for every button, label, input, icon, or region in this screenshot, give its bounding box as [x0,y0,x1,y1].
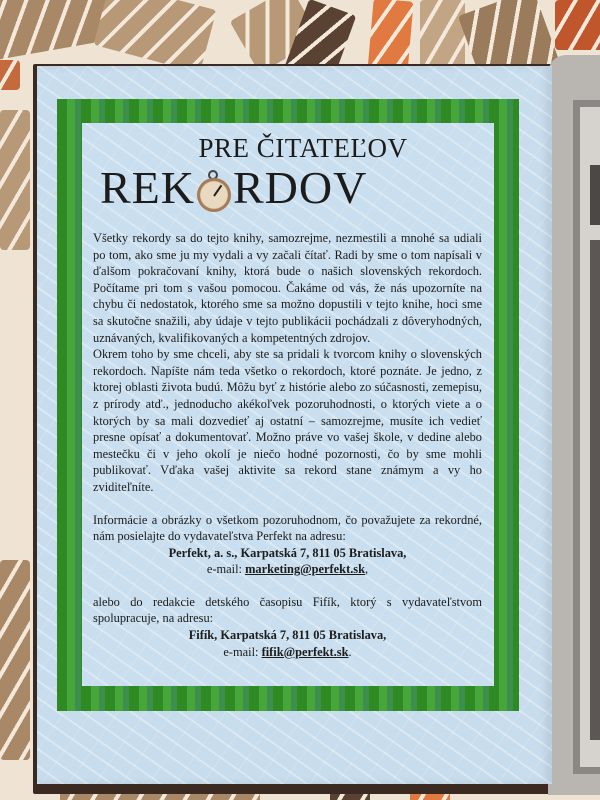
address-perfekt: Perfekt, a. s., Karpatská 7, 811 05 Bratislava, [168,545,407,560]
green-border-frame [57,99,519,711]
leaf-pattern [0,110,30,250]
paragraph-intro: Všetky rekordy sa do tejto knihy, samozrejme, nezmestili a mnohé sa udiali po tom, ako sme ju my vydali a vy začali čítať. Radi by sme o tom napísali v ďalšom pokračovaní knihy, ktorá bude o našich slovenských rekordoch. Počítame pri tom s vašou pomocou. Čakáme od vás, že nás upozorníte na chybu či nedostatok, ktorého sme sa možno dopustili v tejto knihe, hoci sme sa skutočne snažili, aby údaje v tejto publikácii pochádzali z dôveryhodných, uznávaných, kvalifikovaných a kompetentných zdrojov. [93,231,482,345]
heading-part2: RDOV [233,162,368,213]
body-text [93,230,482,660]
leaf-pattern [0,60,20,90]
email-label: e-mail: [206,562,246,577]
right-page-image [590,165,600,225]
email-link-fifik[interactable]: fifik@perfekt.sk [261,644,349,659]
leaf-pattern [0,560,30,760]
leaf-pattern [93,0,216,73]
email-suffix: . [348,644,352,659]
paragraph-send-info: Informácie a obrázky o všetkom pozoruhodnom, čo považujete za rekordné, nám posielajte do vydavateľstva Perfekt na adresu: [93,512,482,544]
email-suffix: , [365,562,369,577]
content-panel [82,123,494,686]
address-fifik: Fifík, Karpatská 7, 811 05 Bratislava, [188,628,387,643]
paragraph-fifik: alebo do redakcie detského časopisu Fifík, ktorý s vydavateľstvom spolupracuje, na adresu: [93,594,482,626]
email-label: e-mail: [223,644,262,659]
heading-line1: PRE ČITATEĽOV [198,133,408,163]
heading-part1: REK [100,162,195,213]
right-page [548,55,600,795]
leaf-pattern [555,0,600,50]
right-page-image [590,240,600,740]
email-link-marketing[interactable]: marketing@perfekt.sk [245,562,366,577]
heading-line2 [100,161,367,214]
email-line-perfekt [93,561,482,578]
paragraph-invitation: Okrem toho by sme chceli, aby ste sa pridali k tvorcom knihy o slovenských rekordoch. Napíšte nám teda všetko o rekordoch, ktoré poznáte. Je jedno, z ktorej oblasti života budú. Môžu byť z histórie alebo zo súčasnosti, zemepisu, z prírody atď., jednoducho akékoľvek pozoruhodnosti, o ktorých viete a o ktorých by sa mali dozvedieť aj ostatní – samozrejme, musíte ich vedieť presne opísať a dokumentovať. Možno práve vo vašej škole, v dedine alebo mestečku či v jeho okolí je niečo hodné pozornosti, čo by sme mohli publikovať. Vďaka vašej aktivite sa rekord stane známym a vy ho zviditeľníte. [93,347,482,494]
left-page [37,66,552,784]
stopwatch-icon [196,170,232,214]
email-line-fifik [93,644,482,661]
